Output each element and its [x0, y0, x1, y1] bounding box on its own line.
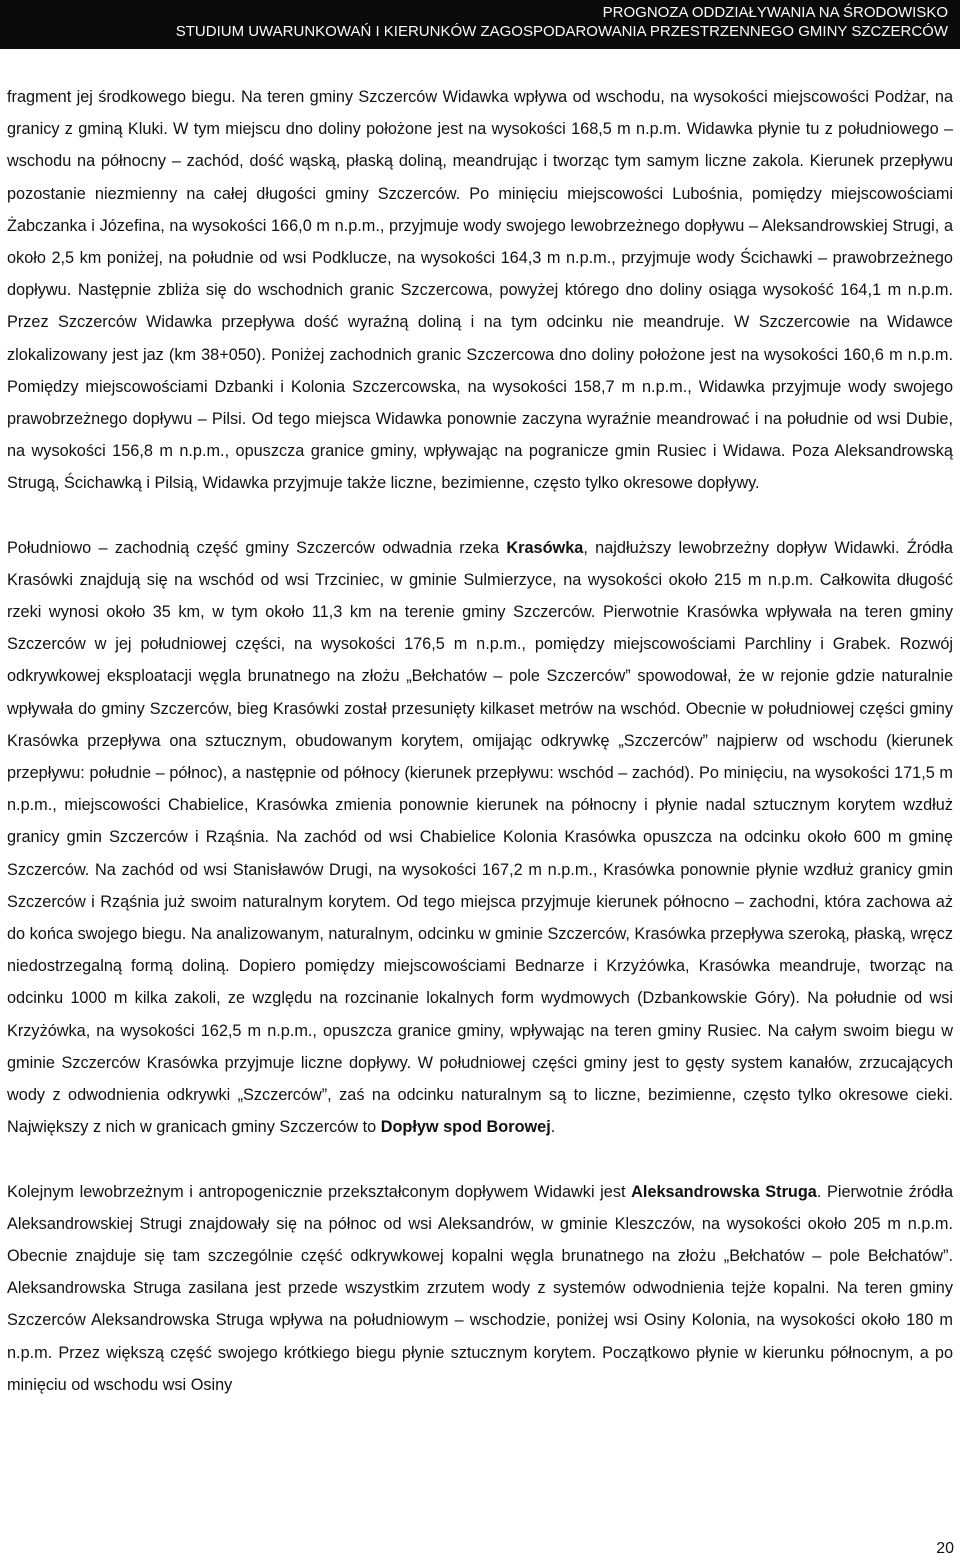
stream-name-doplyw-spod-borowej: Dopływ spod Borowej — [380, 1118, 551, 1137]
paragraph-text: fragment jej środkowego biegu. Na teren gminy Szczerców Widawka wpływa od wschodu, na wysokości miejscowości Podżar, na granicy z gminą Kluki. W tym miejscu dno doliny położone jest na wysokości 168,5 m n.p.m. Widawka płynie tu z południowego – wschodu na północny – zachód, dość wąską, płaską doliną, meandrując i tworząc tym samym liczne zakola. Kierunek przepływu pozostanie niezmienny na całej długości gminy Szczerców. Po minięciu miejscowości Lubośnia, pomiędzy miejscowościami Żabczanka i Józefina, na wysokości 166,0 m n.p.m., przyjmuje wody swojego lewobrzeżnego dopływu – Aleksandrowskiej Strugi, a około 2,5 km poniżej, na południe od wsi Podklucze, na wysokości 164,3 m n.p.m., przyjmuje wody Ścichawki – prawobrzeżnego dopływu. Następnie zbliża się do wschodnich granic Szczercowa, powyżej którego dno doliny osiąga wysokość 164,1 m n.p.m. Przez Szczerców Widawka przepływa dość wyraźną doliną i na tym odcinku nie meandruje. W Szczercowie na Widawce zlokalizowany jest jaz (km 38+050). Poniżej zachodnich granic Szczercowa dno doliny położone jest na wysokości 160,6 m n.p.m. Pomiędzy miejscowościami Dzbanki i Kolonia Szczercowska, na wysokości 158,7 m n.p.m., Widawka przyjmuje wody swojego prawobrzeżnego dopływu – Pilsi. Od tego miejsca Widawka ponownie zaczyna wyraźnie meandrować i na południe od wsi Dubie, na wysokości 156,8 m n.p.m., opuszcza granice gminy, wpływając na pogranicze gmin Rusiec i Widawa. Poza Aleksandrowską Strugą, Ścichawką i Pilsią, Widawka przyjmuje także liczne, bezimienne, często tylko okresowe dopływy. — [7, 88, 953, 493]
paragraph-gap — [7, 500, 953, 532]
paragraph-aleksandrowska-struga — [7, 1176, 953, 1401]
page-number: 20 — [936, 1540, 954, 1557]
header-title-line-1: PROGNOZA ODDZIAŁYWANIA NA ŚRODOWISKO — [602, 4, 948, 21]
paragraph-krasowka — [7, 532, 953, 1144]
page-header — [0, 0, 960, 49]
document-body — [7, 81, 953, 1401]
paragraph-text: , najdłuższy lewobrzeżny dopływ Widawki. Źródła Krasówki znajdują się na wschód od wsi Trzciniec, w gminie Sulmierzyce, na wysokości około 215 m n.p.m. Całkowita długość rzeki wynosi około 35 km, w tym około 11,3 km na terenie gminy Szczerców. Pierwotnie Krasówka wpływała na teren gminy Szczerców w jej południowej części, na wysokości 176,5 m n.p.m., pomiędzy miejscowościami Parchliny i Grabek. Rozwój odkrywkowej eksploatacji węgla brunatnego na złożu „Bełchatów – pole Szczerców” spowodował, że w rejonie gdzie naturalnie wpływała do gminy Szczerców, bieg Krasówki został przesunięty kilkaset metrów na wschód. Obecnie w południowej części gminy Krasówka przepływa ona sztucznym, obudowanym korytem, omijając odkrywkę „Szczerców” najpierw od wschodu (kierunek przepływu: południe – północ), a następnie od północy (kierunek przepływu: wschód – zachód). Po minięciu, na wysokości 171,5 m n.p.m., miejscowości Chabielice, Krasówka zmienia ponownie kierunek na północny i płynie nadal sztucznym korytem wzdłuż granicy gmin Szczerców i Rząśnia. Na zachód od wsi Chabielice Kolonia Krasówka opuszcza na odcinku około 600 m gminę Szczerców. Na zachód od wsi Stanisławów Drugi, na wysokości 167,2 m n.p.m., Krasówka ponownie płynie wzdłuż granicy gmin Szczerców i Rząśnia już swoim naturalnym korytem. Od tego miejsca przyjmuje kierunek północno – zachodni, która zachowa aż do końca swojego biegu. Na analizowanym, naturalnym, odcinku w gminie Szczerców, Krasówka przepływa szeroką, płaską, wręcz niedostrzegalną formą doliną. Dopiero pomiędzy miejscowościami Bednarze i Krzyżówka, Krasówka meandruje, tworząc na odcinku 1000 m kilka zakoli, ze względu na rozcinanie lokalnych form wydmowych (Dzbankowskie Góry). Na południe od wsi Krzyżówka, na wysokości 162,5 m n.p.m., opuszcza granice gminy, wpływając na teren gminy Rusiec. Na całym swoim biegu w gminie Szczerców Krasówka przyjmuje liczne dopływy. W południowej części gminy jest to gęsty system kanałów, zrzucających wody z odwodnienia odkrywki „Szczerców”, zaś na odcinku naturalnym są to liczne, bezimienne, często tylko okresowe cieki. Największy z nich w granicach gminy Szczerców to — [7, 538, 953, 1137]
stream-name-aleksandrowska-struga: Aleksandrowska Struga — [631, 1182, 817, 1201]
header-title-line-2: STUDIUM UWARUNKOWAŃ I KIERUNKÓW ZAGOSPODAROWANIA PRZESTRZENNEGO GMINY SZCZERCÓW — [175, 23, 948, 40]
river-name-krasowka: Krasówka — [506, 538, 584, 557]
paragraph-text: . — [550, 1118, 556, 1137]
paragraph-text: Południowo – zachodnią część gminy Szczerców odwadnia rzeka — [7, 538, 507, 557]
paragraph-text: . Pierwotnie źródła Aleksandrowskiej Strugi znajdowały się na północ od wsi Aleksandrów, w gminie Kleszczów, na wysokości około 205 m n.p.m. Obecnie znajduje się tam szczególnie część odkrywkowej kopalni węgla brunatnego na złożu „Bełchatów – pole Bełchatów”. Aleksandrowska Struga zasilana jest przede wszystkim zrzutem wody z systemów odwodnienia tejże kopalni. Na teren gminy Szczerców Aleksandrowska Struga wpływa na południowym – wschodzie, poniżej wsi Osiny Kolonia, na wysokości około 180 m n.p.m. Przez większą część swojego krótkiego biegu płynie sztucznym korytem. Początkowo płynie w kierunku północnym, a po minięciu od wschodu wsi Osiny — [7, 1182, 953, 1394]
paragraph-gap — [7, 1144, 953, 1176]
paragraph-widawka — [7, 81, 953, 500]
paragraph-text: Kolejnym lewobrzeżnym i antropogenicznie przekształconym dopływem Widawki jest — [7, 1182, 632, 1201]
